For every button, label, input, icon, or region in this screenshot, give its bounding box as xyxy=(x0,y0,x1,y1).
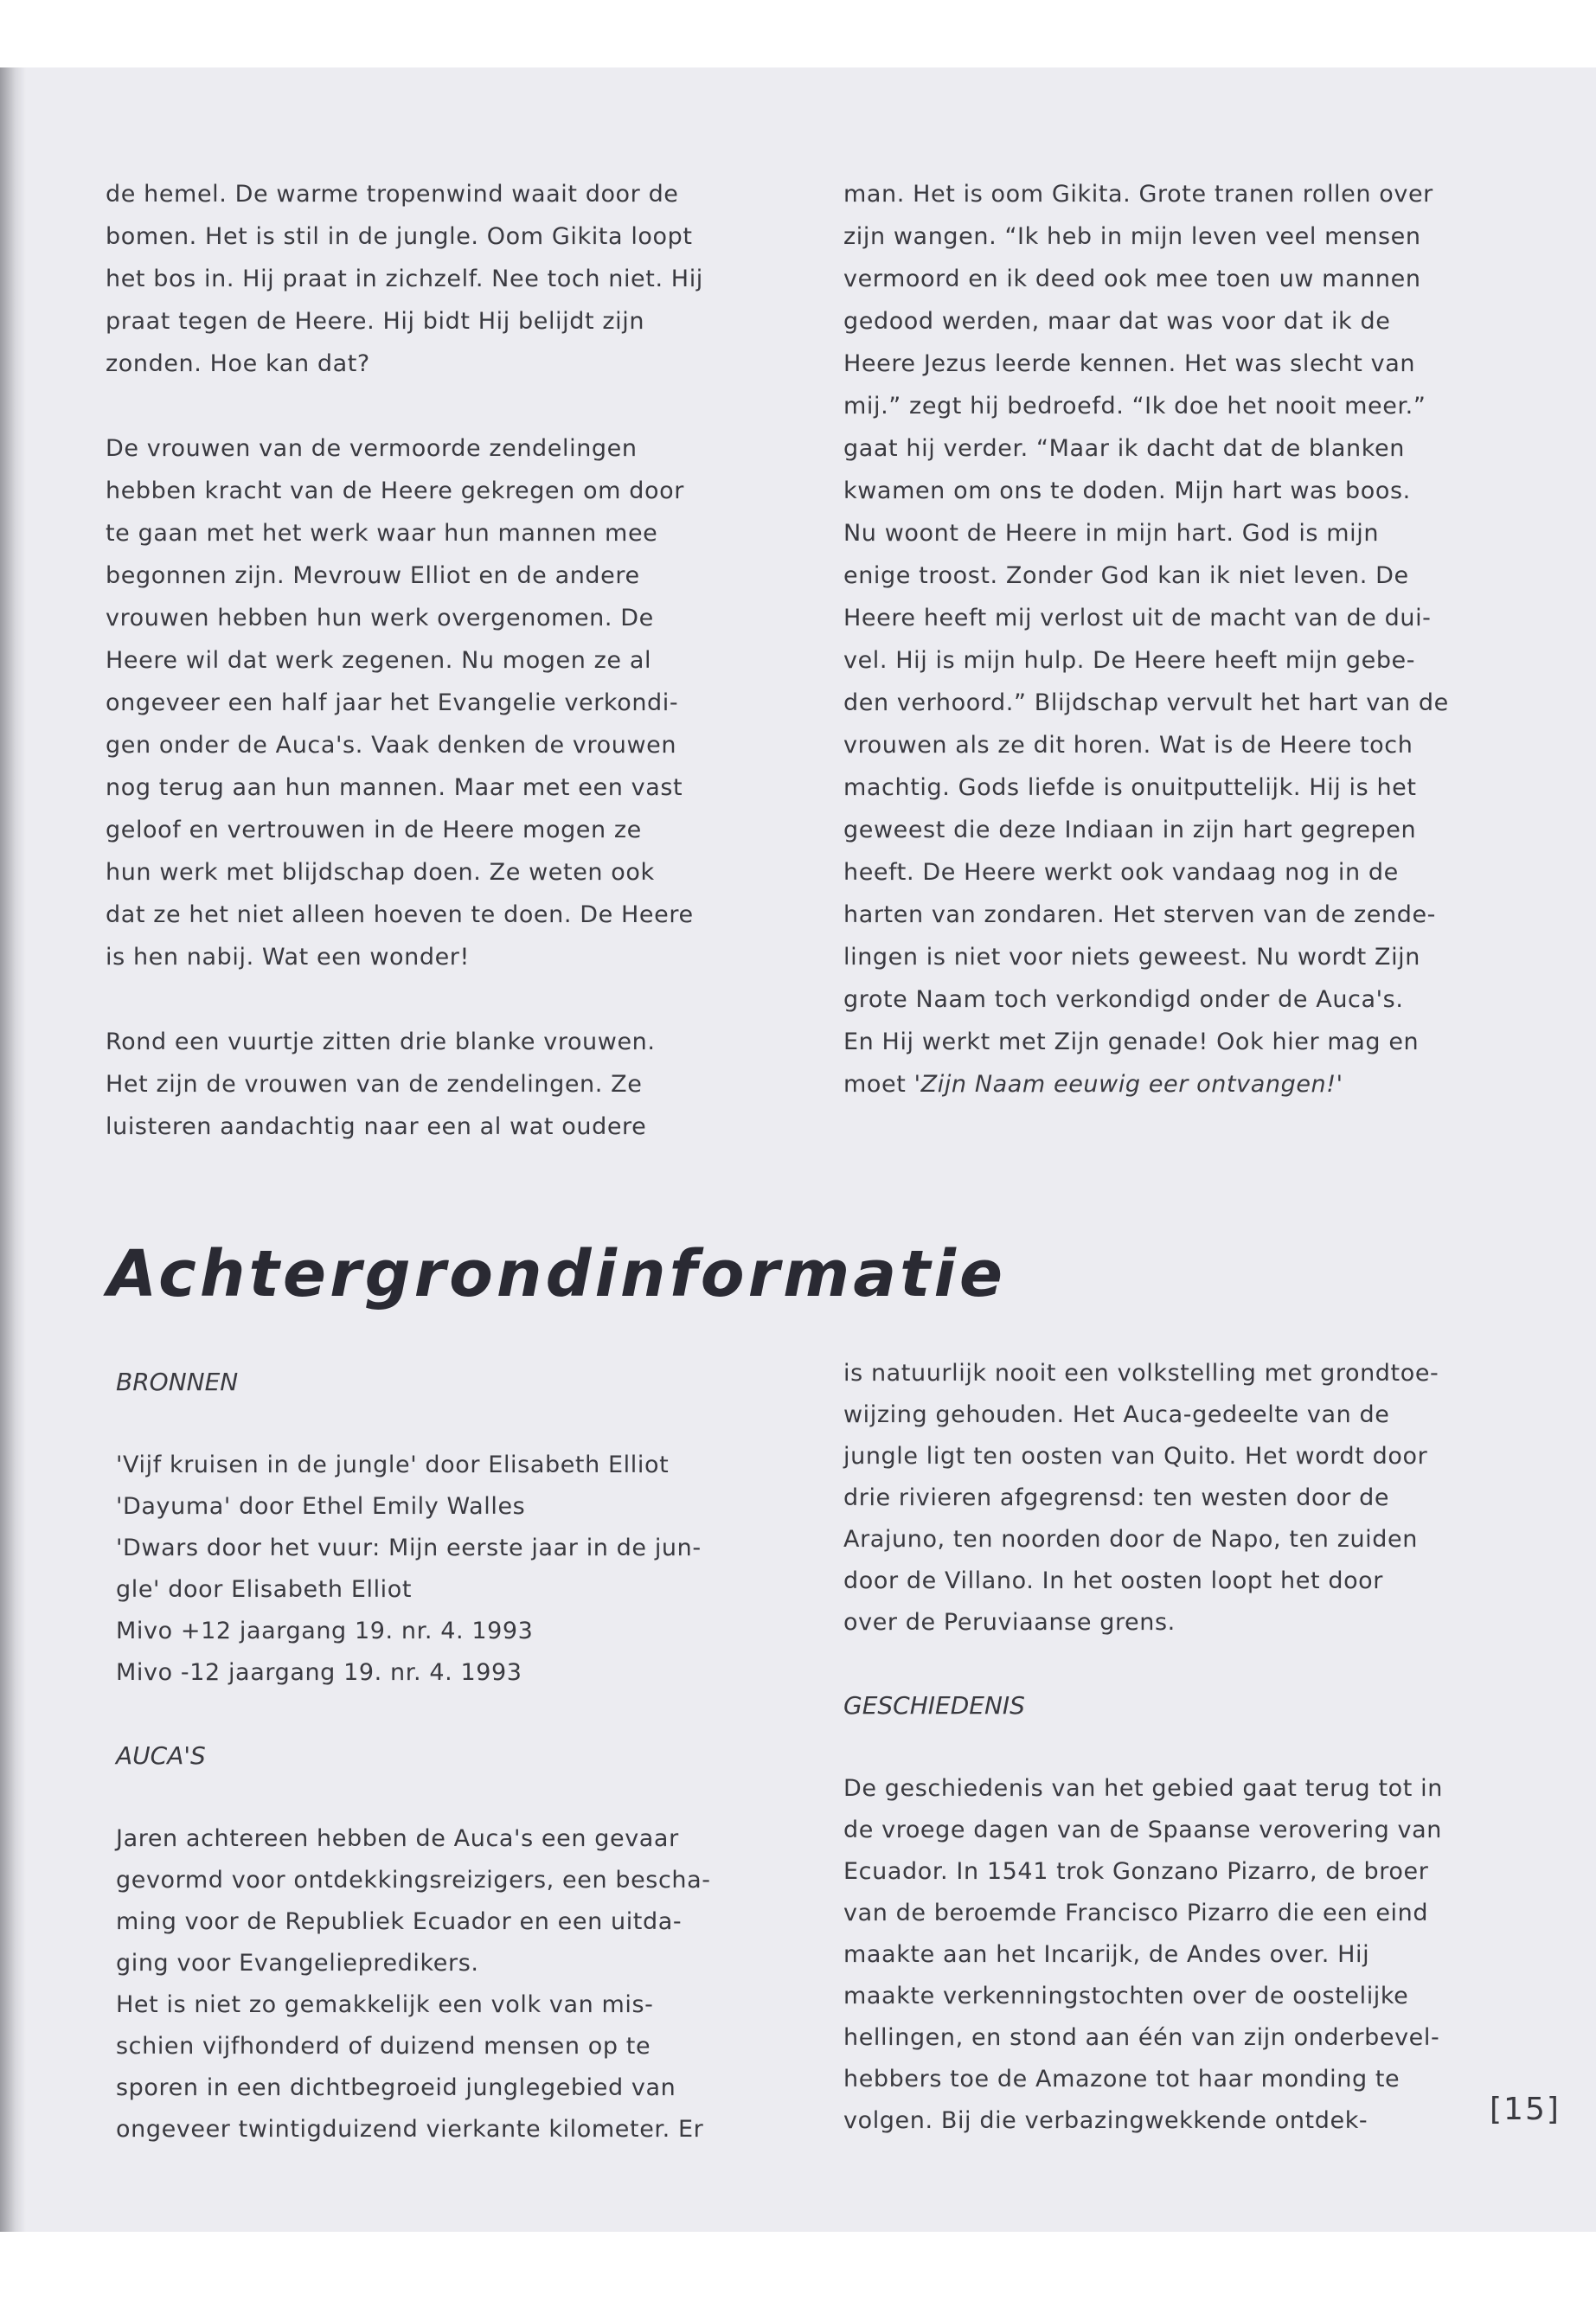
paragraph-line: ongeveer twintigduizend vierkante kilometer. Er xyxy=(116,2116,704,2143)
paragraph-line: Ecuador. In 1541 trok Gonzano Pizarro, de broer xyxy=(843,1858,1429,1885)
geschiedenis-heading: GESCHIEDENIS xyxy=(843,1691,1025,1720)
paragraph-line: door de Villano. In het oosten loopt het door xyxy=(843,1567,1384,1594)
paragraph-line: de hemel. De warme tropenwind waait door de xyxy=(106,181,679,208)
paragraph-line: zonden. Hoe kan dat? xyxy=(106,350,370,377)
story-closing-line xyxy=(843,1063,1449,1106)
paragraph-line: begonnen zijn. Mevrouw Elliot en de andere xyxy=(106,562,640,589)
paragraph-line: Rond een vuurtje zitten drie blanke vrouwen. xyxy=(106,1029,656,1055)
paragraph-line: vrouwen hebben hun werk overgenomen. De xyxy=(106,605,654,631)
paragraph-line: jungle ligt ten oosten van Quito. Het wordt door xyxy=(843,1443,1428,1470)
source-line: 'Dayuma' door Ethel Emily Walles xyxy=(116,1493,526,1520)
story-column-right xyxy=(843,173,1449,1106)
paragraph-line: is hen nabij. Wat een wonder! xyxy=(106,944,470,971)
book-spine-shadow xyxy=(0,67,26,2232)
paragraph-line: de vroege dagen van de Spaanse verovering van xyxy=(843,1817,1442,1843)
paragraph-line: het bos in. Hij praat in zichzelf. Nee toch niet. Hij xyxy=(106,266,703,292)
paragraph-line: den verhoord.” Blijdschap vervult het hart van de xyxy=(843,689,1449,716)
source-line: 'Vijf kruisen in de jungle' door Elisabeth Elliot xyxy=(116,1452,670,1478)
paragraph-line: geloof en vertrouwen in de Heere mogen ze xyxy=(106,817,642,843)
paragraph-line: gevormd voor ontdekkingsreizigers, een bescha- xyxy=(116,1867,711,1894)
source-line: 'Dwars door het vuur: Mijn eerste jaar in de jun- xyxy=(116,1535,702,1561)
source-line: gle' door Elisabeth Elliot xyxy=(116,1576,413,1603)
paragraph-line: vel. Hij is mijn hulp. De Heere heeft mijn gebe- xyxy=(843,647,1416,674)
paragraph-line: over de Peruviaanse grens. xyxy=(843,1609,1176,1636)
source-line: Mivo -12 jaargang 19. nr. 4. 1993 xyxy=(116,1659,522,1686)
paragraph-line: grote Naam toch verkondigd onder de Auca's. xyxy=(843,986,1404,1013)
paragraph-line: schien vijfhonderd of duizend mensen op te xyxy=(116,2033,651,2060)
paragraph-line: te gaan met het werk waar hun mannen mee xyxy=(106,520,658,547)
paragraph-line: gen onder de Auca's. Vaak denken de vrouwen xyxy=(106,732,677,759)
paragraph-line: gaat hij verder. “Maar ik dacht dat de blanken xyxy=(843,435,1405,462)
paragraph-line: hellingen, en stond aan één van zijn onderbevel- xyxy=(843,2024,1440,2051)
paragraph-line: En Hij werkt met Zijn genade! Ook hier mag en xyxy=(843,1029,1420,1055)
bronnen-heading: BRONNEN xyxy=(116,1368,239,1396)
paragraph-line: hebbers toe de Amazone tot haar monding te xyxy=(843,2066,1401,2093)
paragraph-line: machtig. Gods liefde is onuitputtelijk. Hij is het xyxy=(843,774,1417,801)
paragraph-line: mij.” zegt hij bedroefd. “Ik doe het nooit meer.” xyxy=(843,393,1426,420)
paragraph-line: hebben kracht van de Heere gekregen om door xyxy=(106,478,684,504)
paragraph-line: bomen. Het is stil in de jungle. Oom Gikita loopt xyxy=(106,223,693,250)
paragraph-line: enige troost. Zonder God kan ik niet leven. De xyxy=(843,562,1409,589)
closing-quote: 'Zijn Naam eeuwig eer ontvangen!' xyxy=(913,1071,1343,1098)
paragraph-line: maakte verkenningstochten over de oostelijke xyxy=(843,1983,1409,2009)
paragraph-line: ming voor de Republiek Ecuador en een uitda- xyxy=(116,1908,683,1935)
paragraph-line: dat ze het niet alleen hoeven te doen. De Heere xyxy=(106,901,694,928)
paragraph-line: drie rivieren afgegrensd: ten westen door de xyxy=(843,1484,1390,1511)
paragraph-line: nog terug aan hun mannen. Maar met een vast xyxy=(106,774,683,801)
paragraph-line: Heere heeft mij verlost uit de macht van de dui- xyxy=(843,605,1432,631)
aucas-heading: AUCA'S xyxy=(116,1741,206,1770)
paragraph-line: Het zijn de vrouwen van de zendelingen. Ze xyxy=(106,1071,643,1098)
paragraph-line: man. Het is oom Gikita. Grote tranen rollen over xyxy=(843,181,1433,208)
paragraph-line: Heere Jezus leerde kennen. Het was slecht van xyxy=(843,350,1416,377)
paragraph-line: maakte aan het Incarijk, de Andes over. Hij xyxy=(843,1941,1370,1968)
closing-plain: moet xyxy=(843,1071,914,1098)
paragraph-line: ongeveer een half jaar het Evangelie verkondi- xyxy=(106,689,679,716)
section-title: Achtergrondinformatie xyxy=(107,1237,1007,1311)
paragraph-line: is natuurlijk nooit een volkstelling met grondtoe- xyxy=(843,1360,1439,1387)
paragraph-line: Nu woont de Heere in mijn hart. God is mijn xyxy=(843,520,1380,547)
source-line: Mivo +12 jaargang 19. nr. 4. 1993 xyxy=(116,1618,534,1644)
paragraph-line: van de beroemde Francisco Pizarro die een eind xyxy=(843,1900,1429,1926)
paragraph-line: hun werk met blijdschap doen. Ze weten ook xyxy=(106,859,655,886)
story-column-left xyxy=(106,173,703,1148)
paragraph-line: kwamen om ons te doden. Mijn hart was boos. xyxy=(843,478,1411,504)
paragraph-line: Het is niet zo gemakkelijk een volk van mis- xyxy=(116,1991,654,2018)
paragraph-line: vermoord en ik deed ook mee toen uw mannen xyxy=(843,266,1421,292)
paragraph-line: sporen in een dichtbegroeid junglegebied van xyxy=(116,2074,676,2101)
paragraph-line: lingen is niet voor niets geweest. Nu wordt Zijn xyxy=(843,944,1420,971)
paragraph-line: luisteren aandachtig naar een al wat oudere xyxy=(106,1113,647,1140)
paragraph-line: volgen. Bij die verbazingwekkende ontdek- xyxy=(843,2107,1368,2134)
paragraph-line: gedood werden, maar dat was voor dat ik de xyxy=(843,308,1391,335)
paragraph-line: vrouwen als ze dit horen. Wat is de Heere toch xyxy=(843,732,1413,759)
paragraph-line: wijzing gehouden. Het Auca-gedeelte van de xyxy=(843,1401,1390,1428)
paragraph-line: De vrouwen van de vermoorde zendelingen xyxy=(106,435,638,462)
paragraph-line: Jaren achtereen hebben de Auca's een gevaar xyxy=(116,1825,679,1852)
paragraph-line: geweest die deze Indiaan in zijn hart gegrepen xyxy=(843,817,1417,843)
paragraph-line: ging voor Evangeliepredikers. xyxy=(116,1950,479,1977)
paragraph-line: heeft. De Heere werkt ook vandaag nog in de xyxy=(843,859,1399,886)
info-column-left xyxy=(116,1362,711,2150)
paragraph-line: harten van zondaren. Het sterven van de zende- xyxy=(843,901,1437,928)
paragraph-line: Heere wil dat werk zegenen. Nu mogen ze al xyxy=(106,647,652,674)
paragraph-line: praat tegen de Heere. Hij bidt Hij belijdt zijn xyxy=(106,308,645,335)
paragraph-line: Arajuno, ten noorden door de Napo, ten zuiden xyxy=(843,1526,1418,1553)
paragraph-line: zijn wangen. “Ik heb in mijn leven veel mensen xyxy=(843,223,1421,250)
paragraph-line: De geschiedenis van het gebied gaat terug tot in xyxy=(843,1775,1443,1802)
info-column-right xyxy=(843,1353,1443,2142)
page-number: [15] xyxy=(1490,2092,1561,2127)
